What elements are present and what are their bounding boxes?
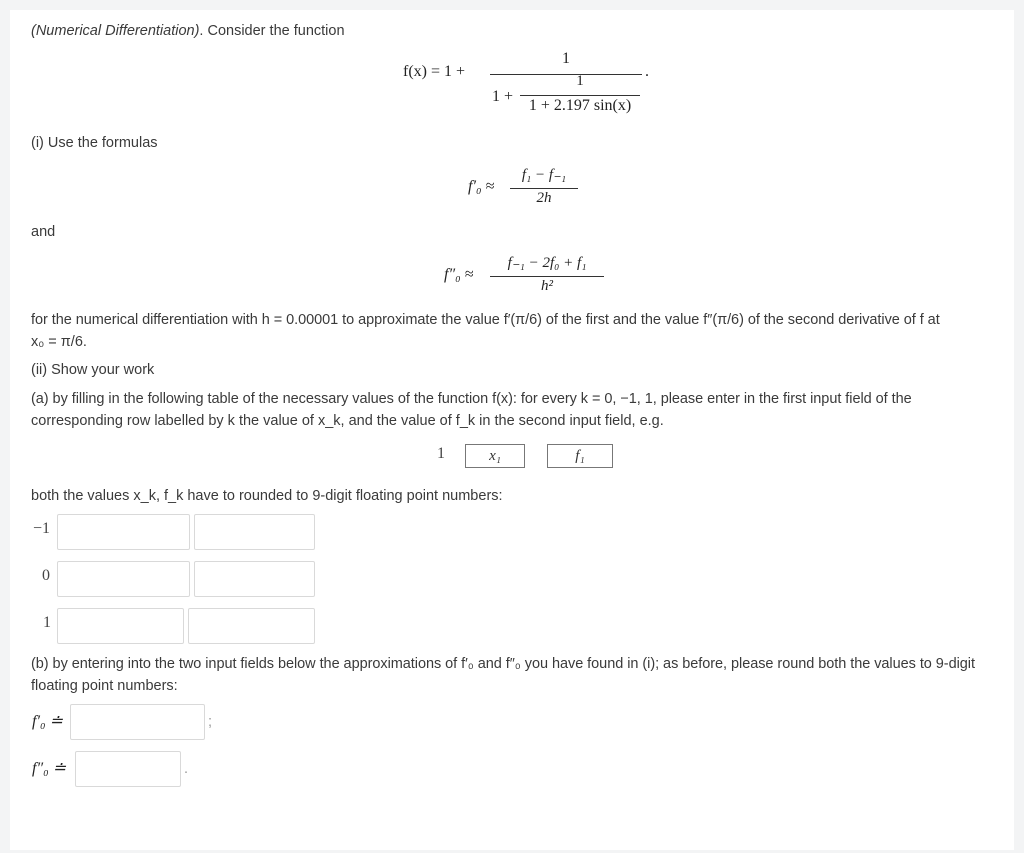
first-derivative-trail: ; — [208, 714, 213, 730]
formula1-denominator: 2h — [536, 190, 552, 206]
x-input-1[interactable] — [57, 608, 184, 644]
example-f-box: f₁ — [547, 444, 613, 468]
intro-text — [31, 20, 345, 42]
part-ii-label: (ii) Show your work — [31, 362, 155, 378]
f-input-0[interactable] — [194, 561, 315, 597]
part-a-line1: (a) by filling in the following table of the necessary values of the function f(x): for every k = 0, −1, 1, please enter in the first input field of the — [31, 391, 912, 407]
row-k-label-minus1: −1 — [33, 520, 51, 537]
example-k-label: 1 — [437, 445, 445, 462]
first-derivative-label: f′₀ ≐ — [32, 713, 63, 730]
function-inner-fraction-bar — [520, 95, 640, 96]
function-inner-numerator: 1 — [576, 73, 584, 89]
formula2-numerator: f₋₁ − 2f₀ + f₁ — [507, 255, 587, 271]
second-derivative-input[interactable] — [75, 751, 181, 787]
formula2-denominator: h² — [541, 278, 553, 294]
function-inner-denominator: 1 + 2.197 sin(x) — [528, 97, 632, 114]
description-line2: x₀ = π/6. — [31, 334, 87, 350]
formula2-lhs: f″₀ ≈ — [444, 266, 474, 283]
row-k-label-0: 0 — [42, 567, 50, 584]
x-input-minus1[interactable] — [57, 514, 190, 550]
x-input-0[interactable] — [57, 561, 190, 597]
intro-title-rest: . Consider the function — [199, 23, 345, 39]
part-a-line2: corresponding row labelled by k the value of x_k, and the value of f_k in the second input field, e.g. — [31, 413, 664, 429]
intro-title-italic: (Numerical Differentiation) — [31, 23, 200, 39]
description-line1: for the numerical differentiation with h = 0.00001 to approximate the value f′(π/6) of the first and the value f″(π/6) of the second derivative of f at — [31, 312, 940, 328]
function-lhs: f(x) = 1 + — [403, 63, 466, 80]
example-x-box: x₁ — [465, 444, 525, 468]
formula2-fraction-bar — [490, 276, 604, 277]
function-end: . — [645, 63, 649, 80]
f-input-minus1[interactable] — [194, 514, 315, 550]
second-derivative-trail: . — [184, 761, 189, 777]
formula1-fraction-bar — [510, 188, 578, 189]
part-b-line2: floating point numbers: — [31, 678, 178, 694]
function-den-prefix: 1 + — [492, 88, 514, 105]
rounding-note: both the values x_k, f_k have to rounded to 9-digit floating point numbers: — [31, 488, 503, 504]
part-i-label: (i) Use the formulas — [31, 135, 158, 151]
and-label: and — [31, 224, 56, 240]
formula1-lhs: f′₀ ≈ — [468, 178, 495, 195]
second-derivative-label: f″₀ ≐ — [32, 760, 67, 777]
formula1-numerator: f₁ − f₋₁ — [521, 167, 567, 183]
first-derivative-input[interactable] — [70, 704, 205, 740]
function-numerator: 1 — [562, 50, 570, 67]
f-input-1[interactable] — [188, 608, 315, 644]
part-b-line1: (b) by entering into the two input fields below the approximations of f′₀ and f″₀ you have found in (i); as before, please round both the values to 9-digit — [31, 656, 975, 672]
row-k-label-1: 1 — [43, 614, 51, 631]
